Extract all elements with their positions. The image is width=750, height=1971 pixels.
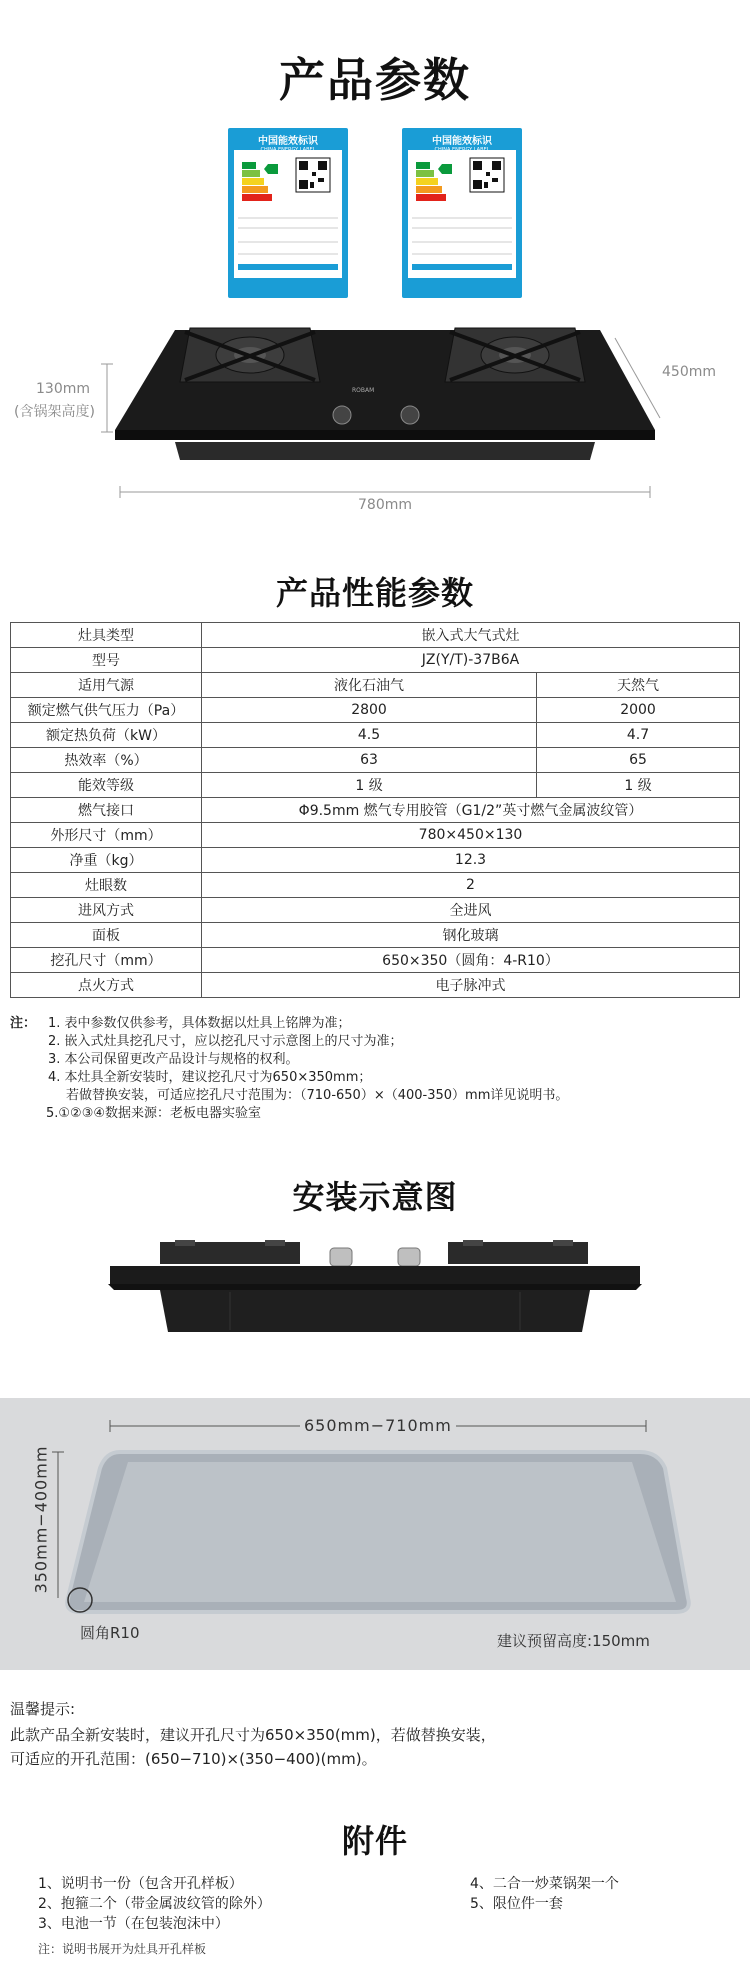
- right-burner-icon: [445, 328, 585, 382]
- spec-key: 外形尺寸（mm）: [11, 823, 202, 848]
- table-row: [11, 848, 740, 873]
- spec-key: 灶具类型: [11, 623, 202, 648]
- spec-value: 12.3: [202, 848, 740, 873]
- spec-key: 额定燃气供气压力（Pa）: [11, 698, 202, 723]
- brand-logo: ROBAM: [352, 387, 375, 394]
- list-item: 2、抱箍二个（带金属波纹管的除外）: [38, 1896, 271, 1912]
- spec-value-ng: 65: [537, 748, 740, 773]
- section-title-install: 安装示意图: [292, 1178, 458, 1216]
- spec-key: 燃气接口: [11, 798, 202, 823]
- table-row: [11, 898, 740, 923]
- dim-width: 780mm: [358, 497, 412, 513]
- energy-label-left: [228, 128, 348, 298]
- table-row: [11, 923, 740, 948]
- spec-value-ng: 天然气: [537, 673, 740, 698]
- knob-right-icon: [398, 1248, 420, 1266]
- energy-grade-icon: [234, 150, 342, 278]
- spec-key: 热效率（%）: [11, 748, 202, 773]
- dim-height-note: (含锅架高度): [14, 404, 95, 420]
- spec-value-lpg: 4.5: [202, 723, 537, 748]
- table-row: [11, 648, 740, 673]
- spec-value: 780×450×130: [202, 823, 740, 848]
- warm-tip-line2: 可适应的开孔范围：(650−710)×(350−400)(mm)。: [10, 1750, 377, 1768]
- spec-value-ng: 2000: [537, 698, 740, 723]
- note-item: 5.①②③④数据来源：老板电器实验室: [46, 1106, 262, 1121]
- table-row: [11, 773, 740, 798]
- spec-value: 全进风: [202, 898, 740, 923]
- note-item: 4. 本灶具全新安装时，建议挖孔尺寸为650×350mm；: [48, 1070, 372, 1085]
- note-item: 2. 嵌入式灶具挖孔尺寸，应以挖孔尺寸示意图上的尺寸为准；: [48, 1034, 403, 1049]
- spec-key: 额定热负荷（kW）: [11, 723, 202, 748]
- section-title-params: 产品参数: [279, 53, 471, 107]
- knob-left-icon: [333, 406, 351, 424]
- spec-key: 净重（kg）: [11, 848, 202, 873]
- table-row: [11, 673, 740, 698]
- knob-left-icon: [330, 1248, 352, 1266]
- list-item: 4、二合一炒菜锅架一个: [470, 1876, 619, 1892]
- table-row: [11, 798, 740, 823]
- section-title-accessories: 附件: [341, 1822, 408, 1860]
- energy-label-right: [402, 128, 522, 298]
- spec-value: 钢化玻璃: [202, 923, 740, 948]
- energy-label-header: 中国能效标识: [258, 136, 318, 147]
- spec-key: 能效等级: [11, 773, 202, 798]
- cutout-depth-range: 350mm−400mm: [31, 1445, 51, 1594]
- table-row: [11, 823, 740, 848]
- cooktop-side-view: [0, 1240, 750, 1350]
- list-item: 3、电池一节（在包装泡沫中）: [38, 1916, 229, 1932]
- spec-value: 2: [202, 873, 740, 898]
- spec-key: 型号: [11, 648, 202, 673]
- spec-value-ng: 4.7: [537, 723, 740, 748]
- spec-value-ng: 1 级: [537, 773, 740, 798]
- spec-value: Φ9.5mm 燃气专用胶管（G1/2”英寸燃气金属波纹管）: [202, 798, 740, 823]
- table-row: [11, 623, 740, 648]
- table-row: [11, 698, 740, 723]
- table-row: [11, 873, 740, 898]
- spec-value-lpg: 63: [202, 748, 537, 773]
- corner-radius-label: 圆角R10: [80, 1624, 140, 1642]
- section-title-performance: 产品性能参数: [275, 574, 474, 612]
- note-item: 若做替换安装，可适应挖孔尺寸范围为：（710-650）×（400-350）mm详见说明书。: [66, 1088, 569, 1103]
- spec-key: 点火方式: [11, 973, 202, 998]
- accessories-left-list: [38, 1874, 271, 1934]
- spec-key: 灶眼数: [11, 873, 202, 898]
- cooktop-dimension-diagram: [0, 310, 750, 520]
- dim-height: 130mm: [36, 381, 90, 397]
- warm-tip-line1: 此款产品全新安装时，建议开孔尺寸为650×350(mm)，若做替换安装，: [10, 1726, 496, 1744]
- knob-right-icon: [401, 406, 419, 424]
- spec-value-lpg: 液化石油气: [202, 673, 537, 698]
- spec-key: 进风方式: [11, 898, 202, 923]
- note-item: 3. 本公司保留更改产品设计与规格的权利。: [48, 1052, 299, 1067]
- spec-value-lpg: 2800: [202, 698, 537, 723]
- dim-depth: 450mm: [662, 364, 716, 380]
- spec-value: JZ(Y/T)-37B6A: [202, 648, 740, 673]
- spec-key: 挖孔尺寸（mm）: [11, 948, 202, 973]
- cutout-width-range: 650mm−710mm: [300, 1416, 456, 1435]
- note-item: 1. 表中参数仅供参考，具体数据以灶具上铭牌为准；: [48, 1016, 351, 1031]
- accessories-note: 注：说明书展开为灶具开孔样板: [38, 1942, 207, 1956]
- table-row: [11, 748, 740, 773]
- spec-key: 面板: [11, 923, 202, 948]
- left-burner-icon: [180, 328, 320, 382]
- list-item: 1、说明书一份（包含开孔样板）: [38, 1876, 243, 1892]
- spec-value: 650×350（圆角：4-R10）: [202, 948, 740, 973]
- energy-grade-icon: [408, 150, 516, 278]
- spec-value: 嵌入式大气式灶: [202, 623, 740, 648]
- spec-value: 电子脉冲式: [202, 973, 740, 998]
- energy-label-body: [234, 150, 342, 278]
- spec-value-lpg: 1 级: [202, 773, 537, 798]
- spec-table: [10, 622, 740, 998]
- table-row: [11, 948, 740, 973]
- energy-label-body: [408, 150, 516, 278]
- table-row: [11, 723, 740, 748]
- warm-tip-title: 温馨提示:: [10, 1700, 76, 1718]
- accessories-right-list: [470, 1874, 619, 1914]
- spec-key: 适用气源: [11, 673, 202, 698]
- list-item: 5、限位件一套: [470, 1896, 563, 1912]
- energy-label-header: 中国能效标识: [432, 136, 492, 147]
- notes-label: 注：: [10, 1016, 37, 1031]
- table-row: [11, 973, 740, 998]
- reserve-height-label: 建议预留高度:150mm: [497, 1632, 650, 1650]
